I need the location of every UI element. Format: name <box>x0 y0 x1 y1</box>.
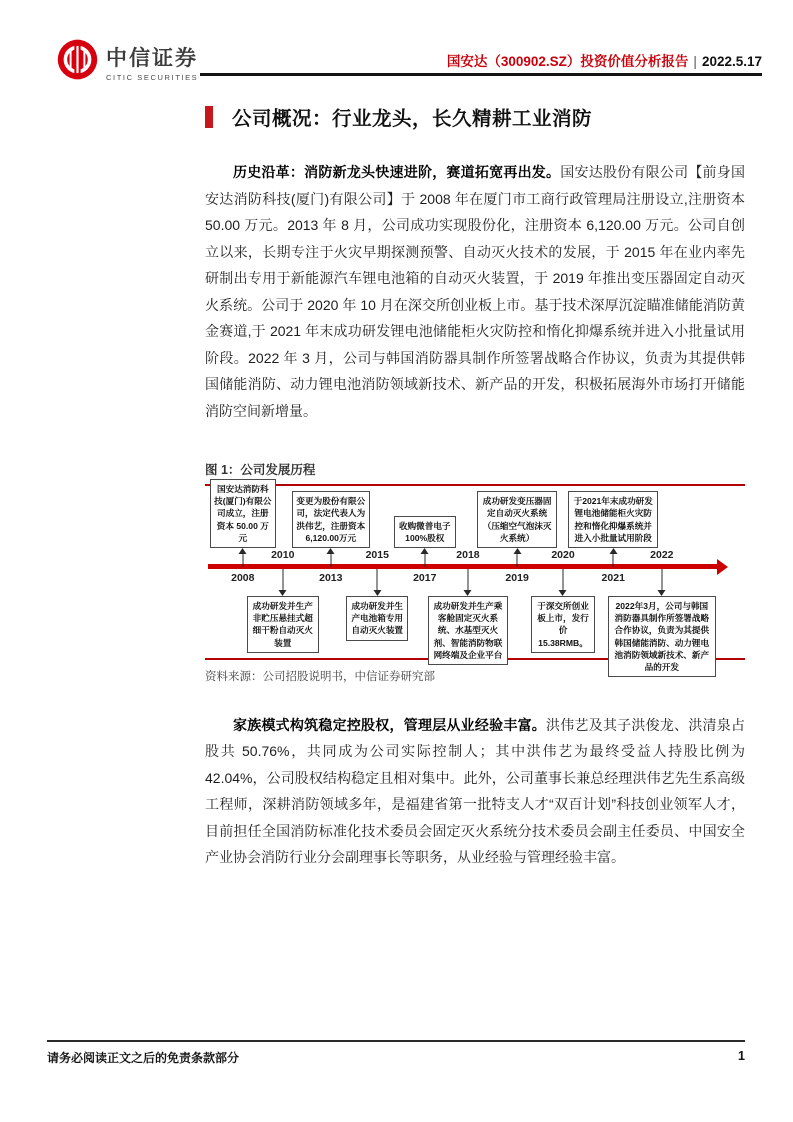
timeline-year-2021: 2021 <box>601 572 625 584</box>
timeline-event-2020: 于深交所创业板上市，发行价15.38RMB。 <box>531 596 595 653</box>
timeline-year-2018: 2018 <box>456 549 480 561</box>
up-arrow-icon <box>517 549 518 567</box>
timeline-event-2015: 成功研发并生产电池箱专用自动灭火装置 <box>346 596 408 641</box>
page-number: 1 <box>738 1049 745 1063</box>
brand-text <box>106 42 198 82</box>
header-rule <box>200 73 762 76</box>
timeline-year-2019: 2019 <box>505 572 529 584</box>
timeline-year-2015: 2015 <box>365 549 389 561</box>
timeline-event-2018: 成功研发并生产乘客舱固定灭火系统、水基型灭火剂、智能消防物联网终端及企业平台 <box>428 596 508 665</box>
timeline-year-2010: 2010 <box>271 549 295 561</box>
main-content <box>205 99 745 871</box>
footer-disclaimer: 请务必阅读正文之后的免责条款部分 <box>47 1051 240 1065</box>
down-arrow-icon <box>563 569 564 595</box>
timeline-event-2008: 国安达消防科技(厦门)有限公司成立，注册资本 50.00 万元 <box>210 479 276 548</box>
figure-company-timeline <box>205 460 745 684</box>
down-arrow-icon <box>377 569 378 595</box>
timeline-arrowhead-icon <box>717 559 728 575</box>
timeline-year-2020: 2020 <box>551 549 575 561</box>
up-arrow-icon <box>613 549 614 567</box>
timeline-axis <box>208 564 718 569</box>
paragraph-body: 洪伟艺及其子洪俊龙、洪清泉占股共 50.76%，共同成为公司实际控制人；其中洪伟艺为最终受益人持股比例为 42.04%，公司股权结构稳定且相对集中。此外，公司董事长兼总经理洪伟艺先生系高级工程师，深耕消防领域多年，是福建省第一批特支人才“双百计划”科技创业领军人才，目前担任全国消防标准化技术委员会固定灭火系统分技术委员会副主任委员、中国安全产业协会消防行业分会副理事长等职务，从业经验与管理经验丰富。 <box>205 716 746 866</box>
down-arrow-icon <box>467 569 468 595</box>
timeline-year-2013: 2013 <box>319 572 343 584</box>
timeline-event-2022: 2022年3月，公司与韩国消防器具制作所签署战略合作协议，负责为其提供韩国储能消防、动力锂电池消防领域新技术、新产品的开发 <box>608 596 716 677</box>
timeline-year-2022: 2022 <box>650 549 674 561</box>
citic-logo-icon <box>56 38 99 86</box>
timeline-event-2013: 变更为股份有限公司，法定代表人为洪伟艺，注册资本6,120.00万元 <box>292 491 370 548</box>
brand-block <box>56 38 198 86</box>
paragraph-lead: 历史沿革：消防新龙头快速进阶，赛道拓宽再出发。 <box>233 164 561 180</box>
figure-caption: 图 1：公司发展历程 <box>205 463 316 477</box>
figure-source: 资料来源：公司招股说明书，中信证券研究部 <box>205 670 435 683</box>
timeline-year-2017: 2017 <box>413 572 437 584</box>
up-arrow-icon <box>330 549 331 567</box>
up-arrow-icon <box>424 549 425 567</box>
up-arrow-icon <box>242 549 243 567</box>
section-title <box>205 103 745 131</box>
paragraph-history <box>205 159 745 424</box>
section-title-text: 公司概况：行业龙头，长久精耕工业消防 <box>232 108 593 130</box>
brand-name-en: CITIC SECURITIES <box>106 73 199 82</box>
report-date: 2022.5.17 <box>701 54 762 69</box>
report-header-title <box>447 50 762 70</box>
timeline-event-2017: 收购微普电子 100%股权 <box>394 516 456 548</box>
timeline-diagram <box>205 483 745 673</box>
paragraph-body: 国安达股份有限公司【前身国安达消防科技(厦门)有限公司】于 2008 年在厦门市工商行政管理局注册设立,注册资本 50.00 万元。2013 年 8 月，公司成功实现股份化，注册资本 6,120.00 万元。公司自创立以来，长期专注于火灾早期探测预警、自动灭火技术的发展，于 2015 年在业内率先研制出专用于新能源汽车锂电池箱的自动灭火装置，于 2019 年推出变压器固定自动灭火系统。公司于 2020 年 10 月在深交所创业板上市。基于技术深厚沉淀瞄准储能消防黄金赛道,于 2021 年末成功研发锂电池储能柜火灾防控和惰化抑爆系统并进入小批量试用阶段。2022 年 3 月，公司与韩国消防器具制作所签署战略合作协议，负责为其提供韩国储能消防、动力锂电池消防领域新技术、新产品的开发，积极拓展海外市场打开储能消防空间新增量。 <box>205 164 746 419</box>
section-title-red-bar <box>205 106 213 128</box>
timeline-event-2019: 成功研发变压器固定自动灭火系统（压缩空气泡沫灭火系统） <box>477 491 557 548</box>
paragraph-governance <box>205 712 745 871</box>
timeline-event-2010: 成功研发并生产非贮压悬挂式超细干粉自动灭火装置 <box>247 596 319 653</box>
timeline-event-2021: 于2021年末成功研发锂电池储能柜火灾防控和惰化抑爆系统并进入小批量试用阶段 <box>568 491 658 548</box>
footer-rule <box>47 1040 745 1042</box>
down-arrow-icon <box>661 569 662 595</box>
title-separator: | <box>693 54 697 69</box>
report-title: 国安达（300902.SZ）投资价值分析报告 <box>446 54 689 69</box>
brand-name-cn: 中信证券 <box>106 46 198 70</box>
footer <box>47 1049 745 1066</box>
timeline-year-2008: 2008 <box>231 572 255 584</box>
paragraph-lead: 家族模式构筑稳定控股权，管理层从业经验丰富。 <box>233 716 547 733</box>
down-arrow-icon <box>282 569 283 595</box>
